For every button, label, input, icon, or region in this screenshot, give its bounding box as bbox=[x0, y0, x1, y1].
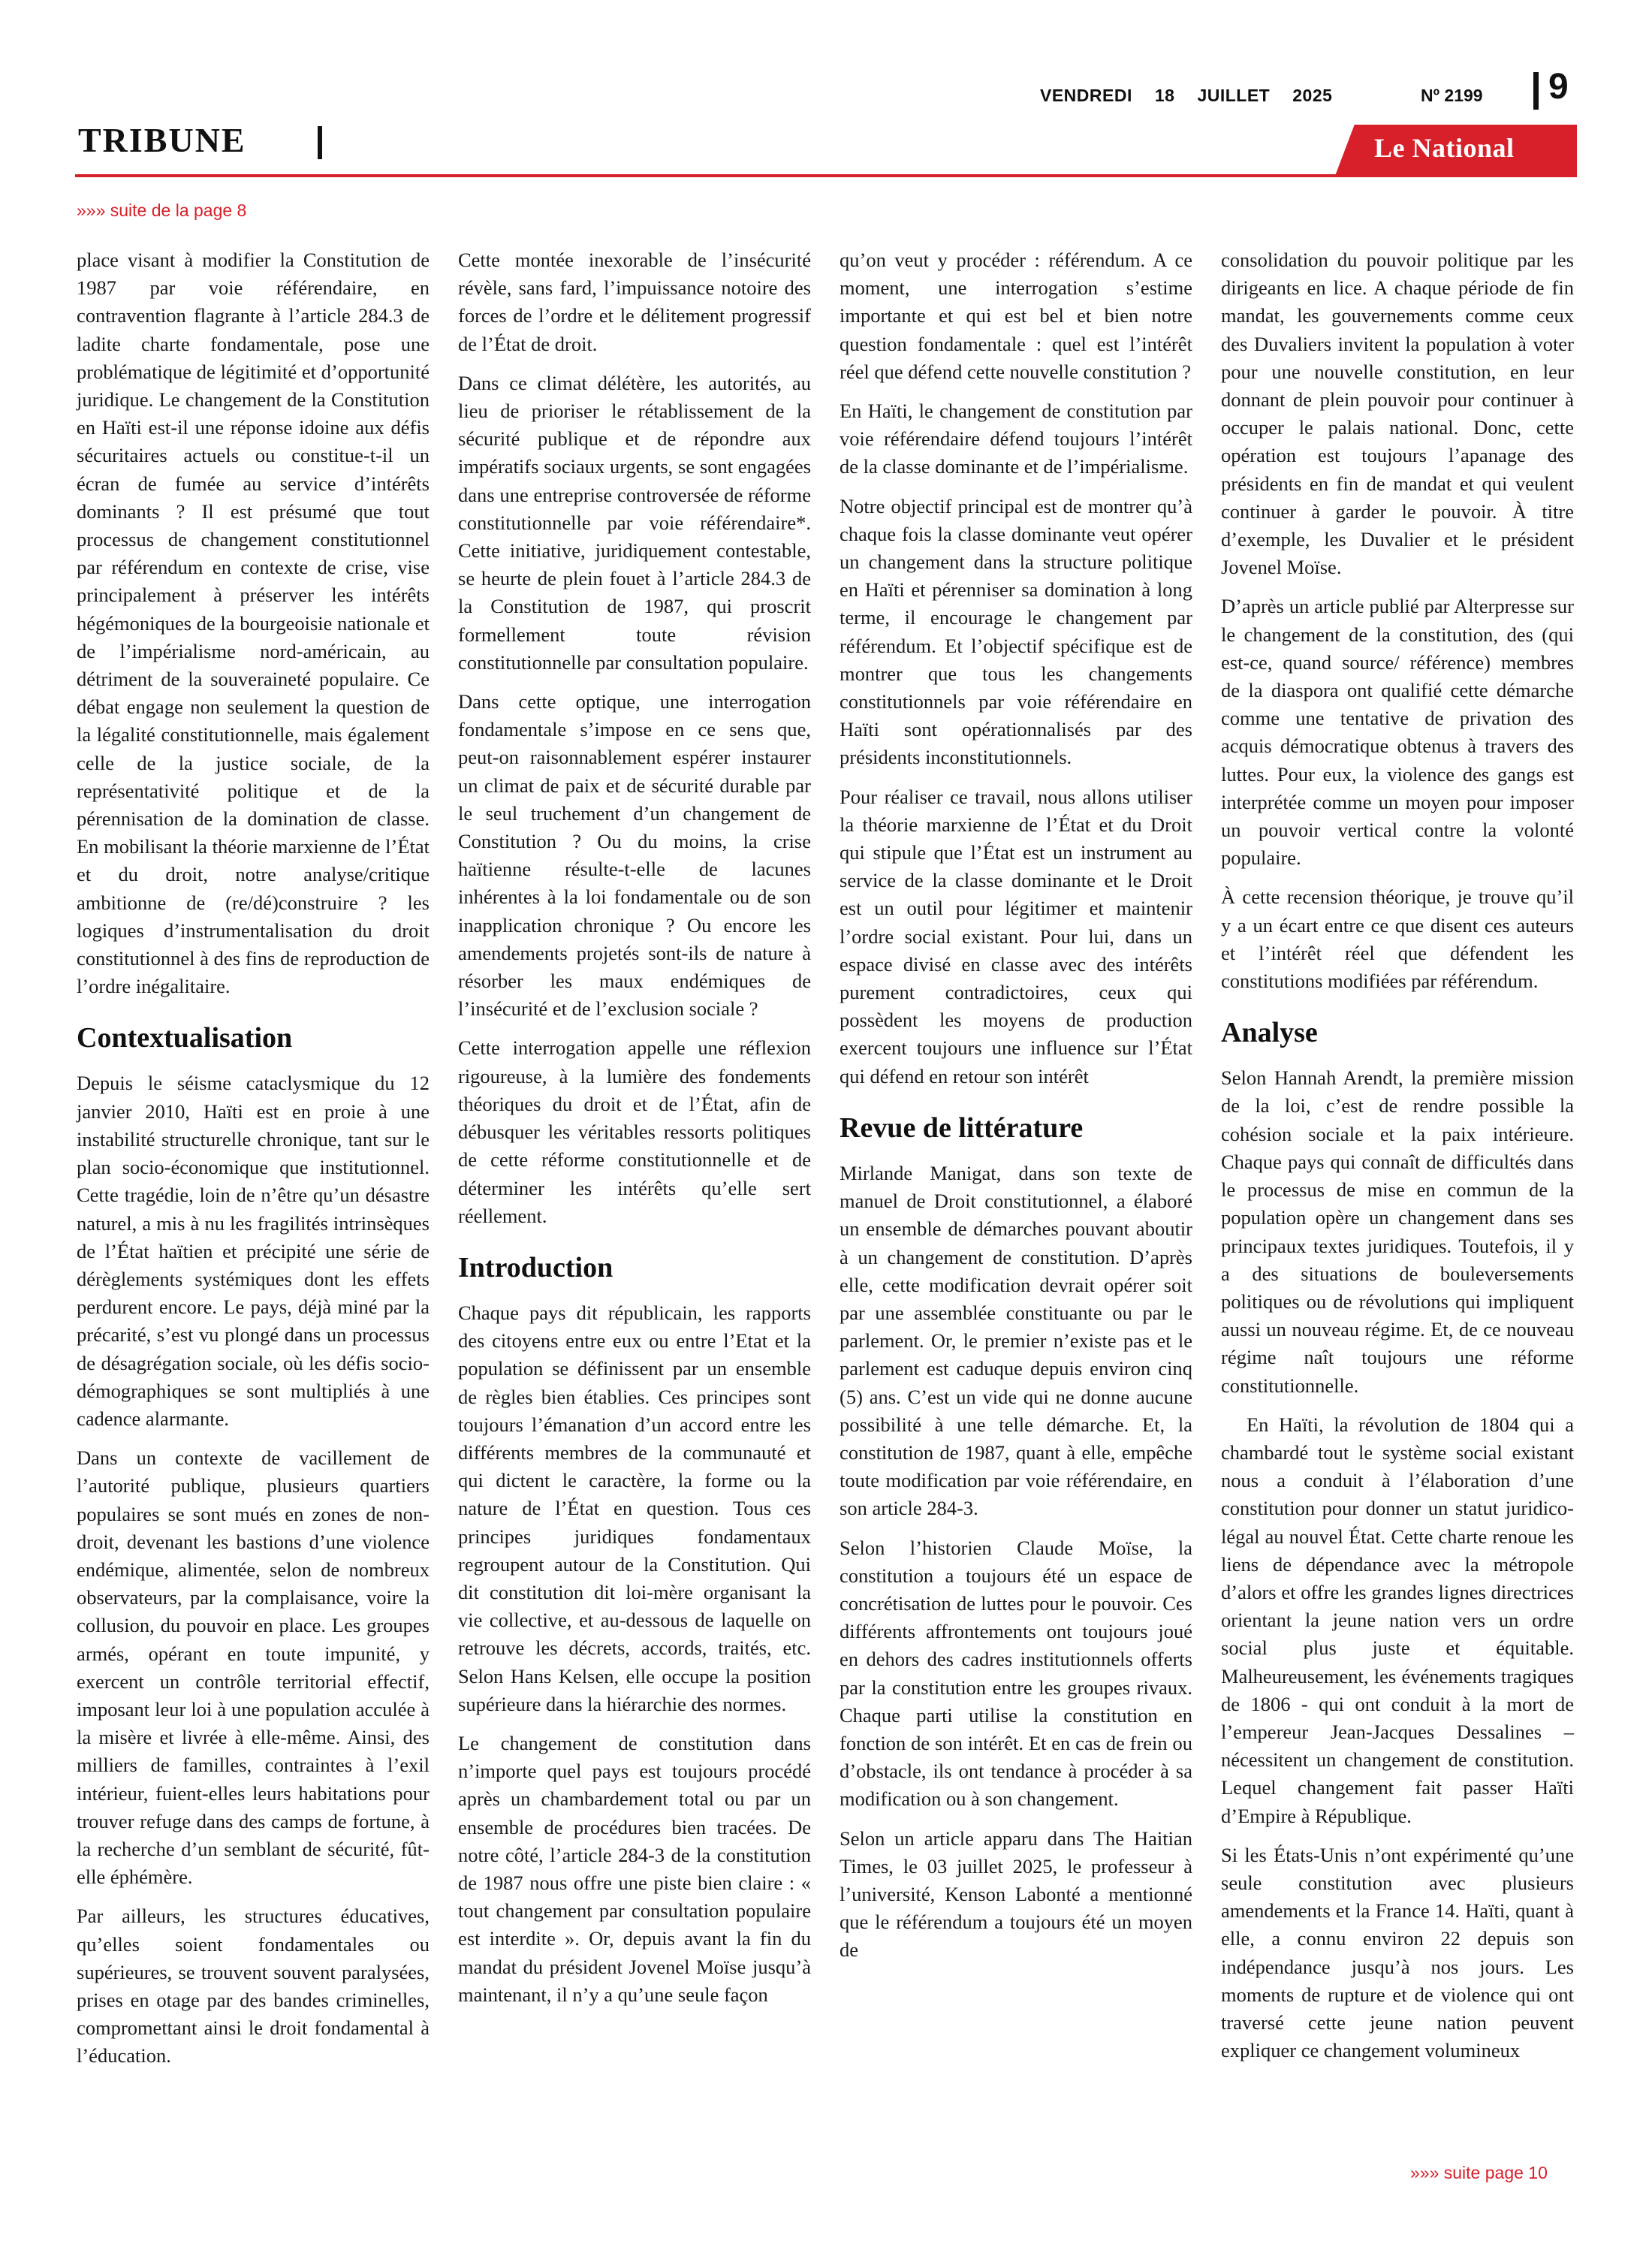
article-paragraph: Le changement de constitution dans n’importe quel pays est toujours procédé après un chambardement total ou par un ensemble de procédures bien tracées. De notre côté, l’article 284-3 de la constitution de 1987 nous offre une piste bien claire : « tout changement par consultation populaire est interdite ». Or, depuis avant la fin du mandat du président Jovenel Moïse jusqu’à maintenant, il n’y a qu’une seule façon bbox=[458, 1731, 811, 2006]
section-heading: Contextualisation bbox=[77, 1022, 293, 1054]
article-paragraph: Par ailleurs, les structures éducatives, qu’elles soient fondamentales ou supérieures, se trouvent souvent paralysées, prises en otage par des bandes criminelles, compromettant ainsi le droit fondamental à l’éducation. bbox=[77, 1905, 430, 2068]
article-column-2 bbox=[458, 246, 811, 2020]
issue-date-day: 18 bbox=[1154, 86, 1175, 105]
article-paragraph: Cette interrogation appelle une réflexion rigoureuse, à la lumière des fondements théoriques du droit et de l’État, afin de débusquer les véritables ressorts politiques de cette réforme constitutionnelle et de déterminer les intérêts qu’elle sert réellement. bbox=[458, 1036, 811, 1227]
article-paragraph: En Haïti, le changement de constitution par voie référendaire défend toujours l’intérêt de la classe dominante et de l’impérialisme. bbox=[840, 400, 1192, 478]
article-paragraph: Selon Hannah Arendt, la première mission de la loi, c’est de rendre possible la cohésion sociale et la paix intérieure. Chaque pays qui connaît de difficultés dans le processus de mise en commun de la population opère un changement dans ses principaux textes juridiques. Toutefois, il y a des situations de bouleversements politiques ou de révolutions qui impliquent aussi un nouveau régime. Et, de ce nouveau régime naît toujours une réforme constitutionnelle. bbox=[1221, 1066, 1574, 1397]
article-paragraph: qu’on veut y procéder : référendum. A ce moment, une interrogation s’estime importante et qui est bel et bien notre question fondamentale : quel est l’intérêt réel que défend cette nouvelle constitution ? bbox=[840, 249, 1192, 383]
article-paragraph: À cette recension théorique, je trouve qu’il y a un écart entre ce que disent ces auteurs et l’intérêt réel que défendent les constitutions modifiées par référendum. bbox=[1221, 885, 1574, 993]
article-column-4 bbox=[1221, 246, 1574, 2076]
section-divider bbox=[318, 126, 322, 159]
article-paragraph: Notre objectif principal est de montrer qu’à chaque fois la classe dominante veut opérer un changement dans la structure politique en Haïti et pérenniser sa domination à long terme, il encourage le changement par référendum. Et l’objectif spécifique est de montrer que tous les changements constitutionnels par voie référendaire en Haïti sont opérationnalisés par des présidents inconstitutionnels. bbox=[840, 494, 1192, 769]
article-paragraph: Selon l’historien Claude Moïse, la constitution a toujours été un espace de concrétisation de luttes pour le pouvoir. Ces différents affrontements ont toujours joué en dehors des cadres institutionnels offerts par la constitution entre les groupes rivaux. Chaque parti utilise la constitution en fonction de son intérêt. Et en cas de frein ou d’obstacle, ils ont tendance à procéder à sa modification ou à son changement. bbox=[840, 1536, 1192, 1811]
article-paragraph: Depuis le séisme cataclysmique du 12 janvier 2010, Haïti est en proie à une instabilité structurelle chronique, tant sur le plan socio-économique que institutionnel. Cette tragédie, loin de n’être qu’un désastre naturel, a mis à nu les fragilités intrinsèques de l’État haïtien et précipité une série de dérèglements systémiques dont les effets perdurent encore. Le pays, déjà miné par la précarité, s’est vu plongé dans un processus de désagrégation sociale, où les défis socio-démographiques se sont multipliés à une cadence alarmante. bbox=[77, 1072, 430, 1430]
article-paragraph: Si les États-Unis n’ont expérimenté qu’une seule constitution avec plusieurs amendements et la France 14. Haïti, quant à elle, a connu environ 22 depuis son indépendance jusqu’à nos jours. Les moments de rupture et de violence qui ont traversé cette jeune nation peuvent expliquer ce changement volumineux bbox=[1221, 1843, 1574, 2062]
article-paragraph: Dans ce climat délétère, les autorités, au lieu de prioriser le rétablissement de la sécurité publique et de répondre aux impératifs sociaux urgents, se sont engagées dans une entreprise controversée de réforme constitutionnelle par voie référendaire*. Cette initiative, juridiquement contestable, se heurte de plein fouet à l’article 284.3 de la Constitution de 1987, qui proscrit formellement toute révision constitutionnelle par consultation populaire. bbox=[458, 371, 811, 674]
section-title: TRIBUNE bbox=[78, 121, 246, 159]
article-paragraph: Mirlande Manigat, dans son texte de manuel de Droit constitutionnel, a élaboré un ensemble de démarches pouvant aboutir à un changement de constitution. D’après elle, cette modification devrait opérer soit par une assemblée constituante ou par le parlement. Or, le premier n’existe pas et le parlement est caduque depuis environ cinq (5) ans. C’est un vide qui ne donne aucune possibilité à une telle démarche. Et, la constitution de 1987, quant à elle, empêche toute modification par voie référendaire, en son article 284-3. bbox=[840, 1161, 1192, 1520]
continued-from-link[interactable]: »»» suite de la page 8 bbox=[77, 201, 247, 220]
issue-month: JUILLET bbox=[1197, 86, 1271, 105]
article-paragraph: Pour réaliser ce travail, nous allons utiliser la théorie marxienne de l’État et du Droit qui stipule que l’État est un instrument au service de la classe dominante et le Droit est un outil pour légitimer et maintenir l’ordre social existant. Pour lui, dans un espace divisé en classe avec des intérêts purement contradictoires, ceux qui possèdent les moyens de production exercent toujours une influence sur l’État qui défend en retour son intérêt bbox=[840, 785, 1192, 1087]
header-divider bbox=[1533, 72, 1539, 110]
article-paragraph: En Haïti, la révolution de 1804 qui a chambardé tout le système social existant nous a conduit à l’élaboration d’une constitution pour donner un statut juridico-légal au nouvel État. Cette charte renoue les liens de dépendance avec la métropole d’alors et offre les grandes lignes directrices orientant la jeune nation vers un ordre social plus juste et équitable. Malheureusement, les événements tragiques de 1806 - qui ont conduit à la mort de l’empereur Jean-Jacques Dessalines – nécessitent un changement de constitution. Lequel changement fait passer Haïti d’Empire à République. bbox=[1221, 1413, 1574, 1827]
article-paragraph: Selon un article apparu dans The Haitian Times, le 03 juillet 2025, le professeur à l’université, Kenson Labonté a mentionné que le référendum a toujours été un moyen de bbox=[840, 1826, 1192, 1962]
continued-on-link[interactable]: »»» suite page 10 bbox=[1410, 2163, 1548, 2182]
article-paragraph: Dans cette optique, une interrogation fondamentale s’impose en ce sens que, peut-on raisonnablement espérer instaurer un climat de paix et de sécurité durable par le seul truchement d’un changement de Constitution ? Ou du moins, la crise haïtienne résulte-t-elle de lacunes inhérentes à la loi fondamentale ou de son inapplication chronique ? Ou encore les amendements projetés sont-ils de nature à résorber les maux endémiques de l’insécurité et de l’exclusion sociale ? bbox=[458, 690, 811, 1021]
article-paragraph: Cette montée inexorable de l’insécurité révèle, sans fard, l’impuissance notoire des forces de l’ordre et le délitement progressif de l’État de droit. bbox=[458, 249, 811, 355]
issue-number: Nº 2199 bbox=[1421, 86, 1483, 105]
article-paragraph: Dans un contexte de vacillement de l’autorité publique, plusieurs quartiers populaires se sont mués en zones de non-droit, devenant les bastions d’une violence endémique, alimentée, selon de nombreux observateurs, par la complaisance, voire la collusion, du pouvoir en place. Les groupes armés, opérant en toute impunité, y exercent un contrôle territorial effectif, imposant leur loi à une population acculée à la misère et livrée à elle-même. Ainsi, des milliers de familles, contraintes à l’exil intérieur, fuient-elles leurs habitations pour trouver refuge dans des camps de fortune, à la recherche d’un semblant de sécurité, fût-elle éphémère. bbox=[77, 1446, 430, 1889]
article-paragraph: consolidation du pouvoir politique par les dirigeants en lice. A chaque période de fin mandat, les gouvernements comme ceux des Duvaliers invitent la population à voter pour une nouvelle constitution, en leur donnant de plein pouvoir pour continuer à occuper le palais national. Donc, cette opération est toujours l’apanage des présidents en fin de mandat et qui veulent continuer à garder le pouvoir. À titre d’exemple, les Duvalier et le président Jovenel Moïse. bbox=[1221, 249, 1574, 579]
brand-logo: Le National bbox=[1374, 133, 1515, 163]
page-number: 9 bbox=[1548, 67, 1569, 107]
article-column-1 bbox=[77, 246, 430, 2082]
section-heading: Revue de littérature bbox=[840, 1111, 1084, 1144]
article-paragraph: D’après un article publié par Alterpresse sur le changement de la constitution, des (qui est-ce, quand source/ référence) membres de la diaspora ont qualifié cette démarche comme une tentative de privation des acquis démocratique obtenus à travers des luttes. Pour eux, la violence des gangs est interprétée comme un moyen pour imposer un pouvoir vertical contre la volonté populaire. bbox=[1221, 595, 1574, 870]
article-paragraph: Chaque pays dit républicain, les rapports des citoyens entre eux ou entre l’Etat et la population se définissent par un ensemble de règles bien établies. Ces principes sont toujours l’émanation d’un accord entre les différents membres de la communauté et qui dictent le caractère, la forme ou la nature de l’État en question. Tous ces principes juridiques fondamentaux regroupent autour de la Constitution. Qui dit constitution dit loi-mère organisant la vie collective, et au-dessous de laquelle on retrouve les décrets, accords, traités, etc. Selon Hans Kelsen, elle occupe la position supérieure dans la hiérarchie des normes. bbox=[458, 1301, 811, 1715]
article-paragraph: place visant à modifier la Constitution de 1987 par voie référendaire, en contravention flagrante à l’article 284.3 de ladite charte fondamentale, pose une problématique de légitimité et d’opportunité juridique. Le changement de la Constitution en Haïti est-il une réponse idoine aux défis sécuritaires actuels ou constitue-t-il un écran de fumée au service d’intérêts dominants ? Il est présumé que tout processus de changement constitutionnel par référendum en contexte de crise, vise principalement à préserver les intérêts hégémoniques de la bourgeoisie nationale et de l’impérialisme nord-américain, au détriment de la souveraineté populaire. Ce débat engage non seulement la question de la légalité constitutionnelle, mais également celle de la justice sociale, de la représentativité politique et de la pérennisation de la domination de classe. En mobilisant la théorie marxienne de l’État et du droit, notre analyse/critique ambitionne de (re/dé)construire ? les logiques d’instrumentalisation du droit constitutionnel à des fins de reproduction de l’ordre inégalitaire. bbox=[77, 249, 430, 998]
issue-day: VENDREDI bbox=[1040, 86, 1132, 105]
section-heading: Introduction bbox=[458, 1251, 613, 1283]
article-column-3 bbox=[840, 246, 1192, 1976]
issue-year: 2025 bbox=[1292, 86, 1333, 105]
header-rule bbox=[75, 174, 1577, 177]
section-heading: Analyse bbox=[1221, 1017, 1318, 1049]
issue-date bbox=[1040, 86, 1355, 106]
